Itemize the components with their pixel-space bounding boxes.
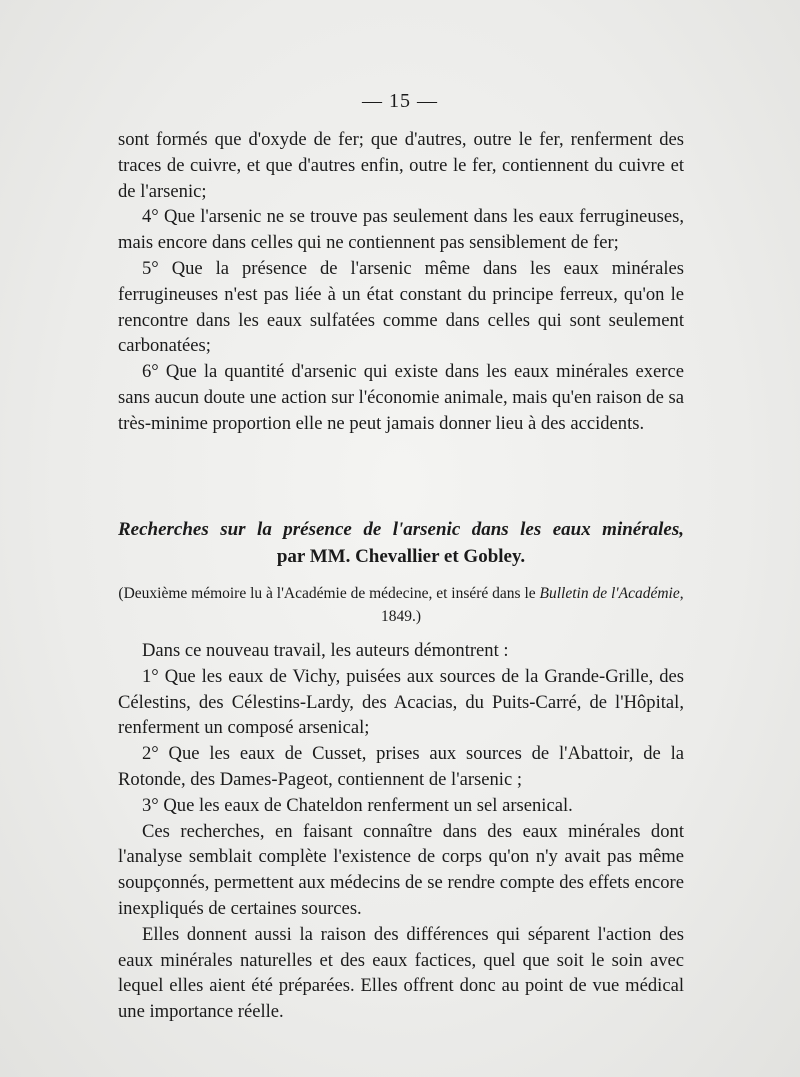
note-text: (Deuxième mémoire lu à l'Académie de médecine, et inséré dans le (118, 585, 536, 602)
article-title: Recherches sur la présence de l'arsenic dans les eaux minérales, (118, 519, 684, 540)
research-paragraph: Ces recherches, en faisant connaître dans des eaux minérales dont l'analyse semblait complète l'existence de corps qu'on n'y avait pas même soupçonnés, permettent aux médecins de se rendre compte des effets encore inexpliqués de certaines sources. (118, 820, 684, 919)
point-5-paragraph: 5° Que la présence de l'arsenic même dans les eaux minérales ferrugineuses n'est pas liée à un état constant du principe ferreux, qu'on le rencontre dans les eaux sulfatées comme dans celles qui sont seulement carbonatées; (118, 257, 684, 357)
article-section (118, 516, 684, 1025)
note-journal: Bulletin de l'Académie (539, 585, 680, 602)
top-section (118, 127, 684, 437)
intro-paragraph: Dans ce nouveau travail, les auteurs démontrent : (142, 640, 509, 661)
article-authors: par MM. Chevallier et Gobley. (276, 546, 526, 567)
conclusion-paragraph: Elles donnent aussi la raison des différences qui séparent l'action des eaux minérales naturelles et des eaux factices, quel que soit le soin avec lequel elles aient été préparées. Elles offrent donc au point de vue médical une importance réelle. (118, 923, 684, 1023)
point-3-paragraph: 3° Que les eaux de Chateldon renferment un sel arsenical. (142, 794, 573, 816)
page-number: — 15 — (362, 90, 438, 112)
point-4-paragraph: 4° Que l'arsenic ne se trouve pas seulement dans les eaux ferrugineuses, mais encore dans celles qui ne contiennent pas sensiblement de fer; (118, 206, 684, 254)
point-2-paragraph: 2° Que les eaux de Cusset, prises aux sources de l'Abattoir, de la Rotonde, des Dames-Pageot, contiennent de l'arsenic ; (118, 743, 684, 790)
article-heading (118, 516, 684, 570)
continued-paragraph: sont formés que d'oxyde de fer; que d'autres, outre le fer, renferment des traces de cuivre, et que d'autres enfin, outre le fer, contiennent du cuivre et de l'arsenic; (118, 129, 684, 202)
point-1-paragraph: 1° Que les eaux de Vichy, puisées aux sources de la Grande-Grille, des Célestins, des Célestins-Lardy, des Acacias, du Puits-Carré, de l'Hôpital, renferment un composé arsenical; (118, 665, 684, 739)
publication-note (118, 582, 684, 628)
point-6-paragraph: 6° Que la quantité d'arsenic qui existe dans les eaux minérales exerce sans aucun doute une action sur l'économie animale, mais qu'en raison de sa très-minime proportion elle ne peut jamais donner lieu à des accidents. (118, 361, 684, 434)
note-year: , 1849.) (380, 585, 684, 625)
